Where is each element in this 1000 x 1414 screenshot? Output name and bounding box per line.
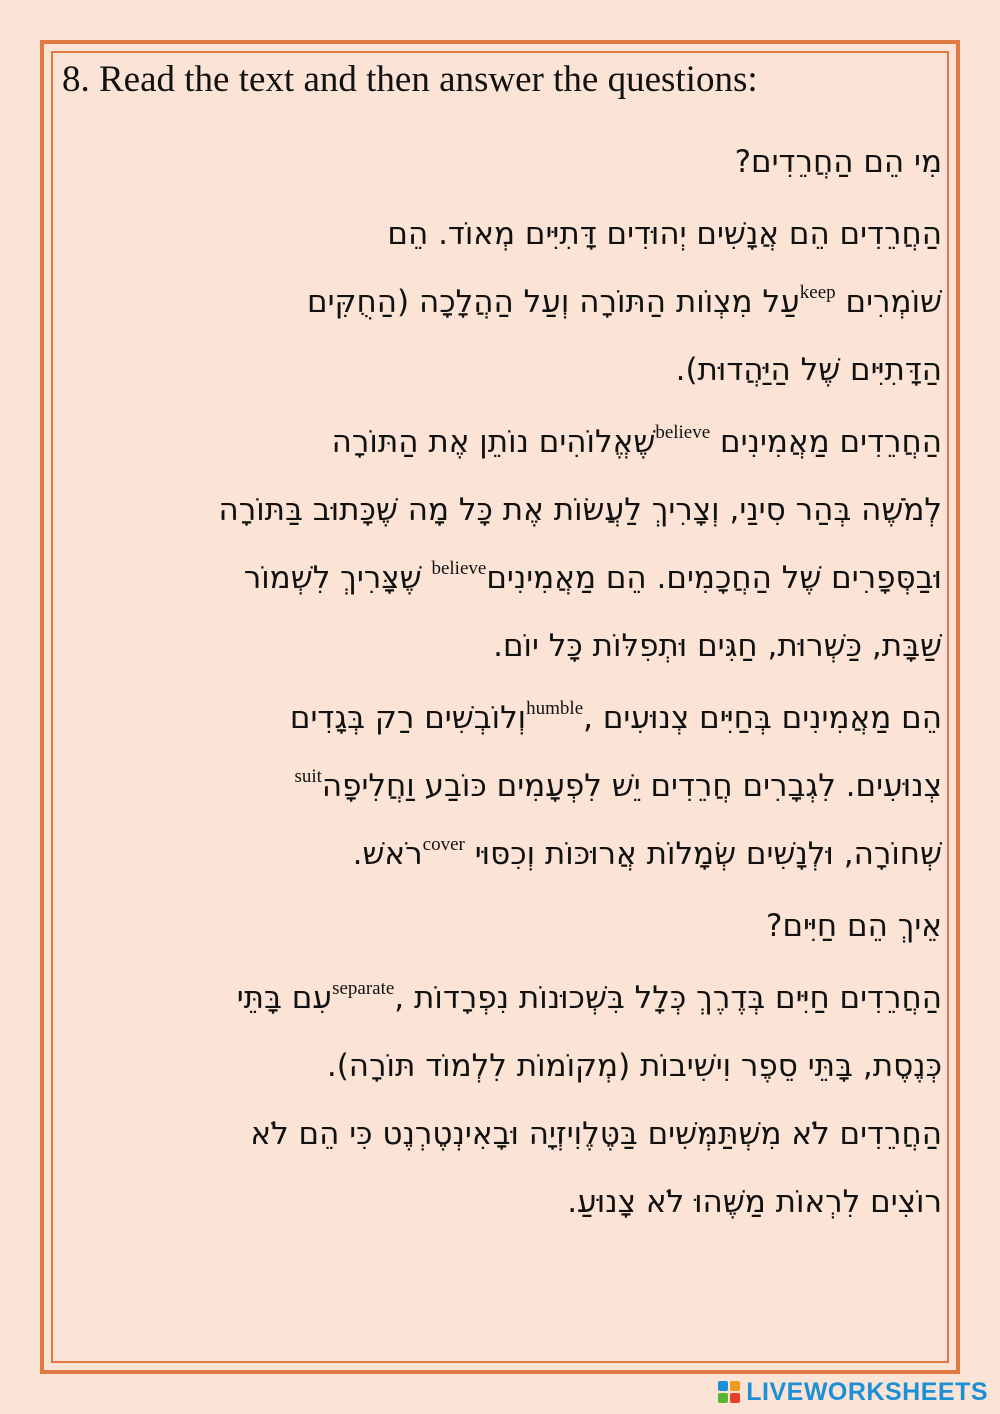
text-line: הַדָּתִיִּים שֶׁל הַיַּהֲדוּת). xyxy=(675,352,942,388)
text-line: הַחֲרֵדִים הֵם אֲנָשִׁים יְהוּדִים דָּתִיִּים מְאוֹד. הֵם xyxy=(387,216,942,252)
text-segment: עַל מִצְוֹות הַתּוֹרָה וְעַל הַהֲלָכָה (הַחֻקִּים xyxy=(307,284,800,320)
text-line xyxy=(62,408,942,476)
text-line xyxy=(62,820,942,888)
text-line xyxy=(62,684,942,752)
english-gloss: believe xyxy=(655,422,711,443)
text-line xyxy=(62,544,942,612)
text-segment: שְׁחוֹרָה, וּלְנָשִׁים שְׂמָלוֹת אֲרוּכּוֹת וְכִסּוּי xyxy=(464,836,942,872)
english-gloss: keep xyxy=(799,282,836,303)
text-line: רוֹצִים לִרְאוֹת מַשֶּׁהוּ לֹא צָנוּעַ. xyxy=(567,1184,942,1220)
text-segment: רֹאשׁ. xyxy=(352,836,423,872)
text-line: לְמֹשֶׁה בְּהַר סִינַי, וְצָרִיךְ לַעֲשׂוֹת אֶת כָּל מָה שֶׁכָּתוּב בַּתּוֹרָה xyxy=(218,492,942,528)
text-segment: עִם בָּתֵּי xyxy=(236,980,333,1016)
reading-text xyxy=(62,128,942,1236)
text-line xyxy=(62,752,942,820)
text-line: כְּנֶסֶת, בָּתֵּי סֵפֶר וִישִׁיבוֹת (מְקוֹמוֹת לִלְמוֹד תּוֹרָה). xyxy=(326,1048,942,1084)
brand-name: LIVEWORKSHEETS xyxy=(746,1377,988,1406)
text-segment: שׁוֹמְרִים xyxy=(835,284,942,320)
text-segment: הֵם מַאֲמִינִים בְּחַיִּים צְנוּעִים , xyxy=(583,700,942,736)
text-line: אֵיךְ הֵם חַיִּים? xyxy=(766,908,942,944)
text-line: שַׁבָּת, כַּשְׁרוּת, חַגִּים וּתְפִלּוֹת כָּל יוֹם. xyxy=(493,628,942,664)
text-segment: צְנוּעִים. לִגְבָרִים חֲרֵדִים יֵשׁ לִפְעָמִים כּוֹבַע וַחֲלִיפָה xyxy=(321,768,942,804)
text-line xyxy=(62,964,942,1032)
text-segment: שֶׁאֱלוֹהִים נוֹתֵן אֶת הַתּוֹרָה xyxy=(331,424,656,460)
text-segment: הַחֲרֵדִים חַיִּים בְּדֶרֶךְ כְּלָל בִּשְׁכוּנוֹת נִפְרָדוֹת , xyxy=(394,980,942,1016)
text-line xyxy=(62,268,942,336)
footer-brand[interactable] xyxy=(718,1378,988,1406)
liveworksheets-logo-icon xyxy=(718,1381,740,1403)
text-segment: וְלוֹבְשִׁים רַק בְּגָדִים xyxy=(289,700,527,736)
text-segment: שֶׁצָּרִיךְ לִשְׁמוֹר xyxy=(243,560,432,596)
text-line: מִי הֵם הַחֲרֵדִים? xyxy=(734,144,942,180)
text-segment: הַחֲרֵדִים מַאֲמִינִים xyxy=(710,424,942,460)
english-gloss: suit xyxy=(294,766,322,787)
english-gloss: cover xyxy=(422,834,465,855)
english-gloss: humble xyxy=(526,698,584,719)
exercise-title: 8. Read the text and then answer the questions: xyxy=(62,59,758,100)
text-line: הַחֲרֵדִים לֹא מִשְׁתַּמְּשִׁים בַּטֶּלֶוִיזְיָה וּבָאִינְטֶרְנֶט כִּי הֵם לֹא xyxy=(250,1116,942,1152)
english-gloss: believe xyxy=(431,558,487,579)
english-gloss: separate xyxy=(332,978,395,999)
text-segment: וּבַסְּפָרִים שֶׁל הַחֲכָמִים. הֵם מַאֲמִינִים xyxy=(486,560,942,596)
